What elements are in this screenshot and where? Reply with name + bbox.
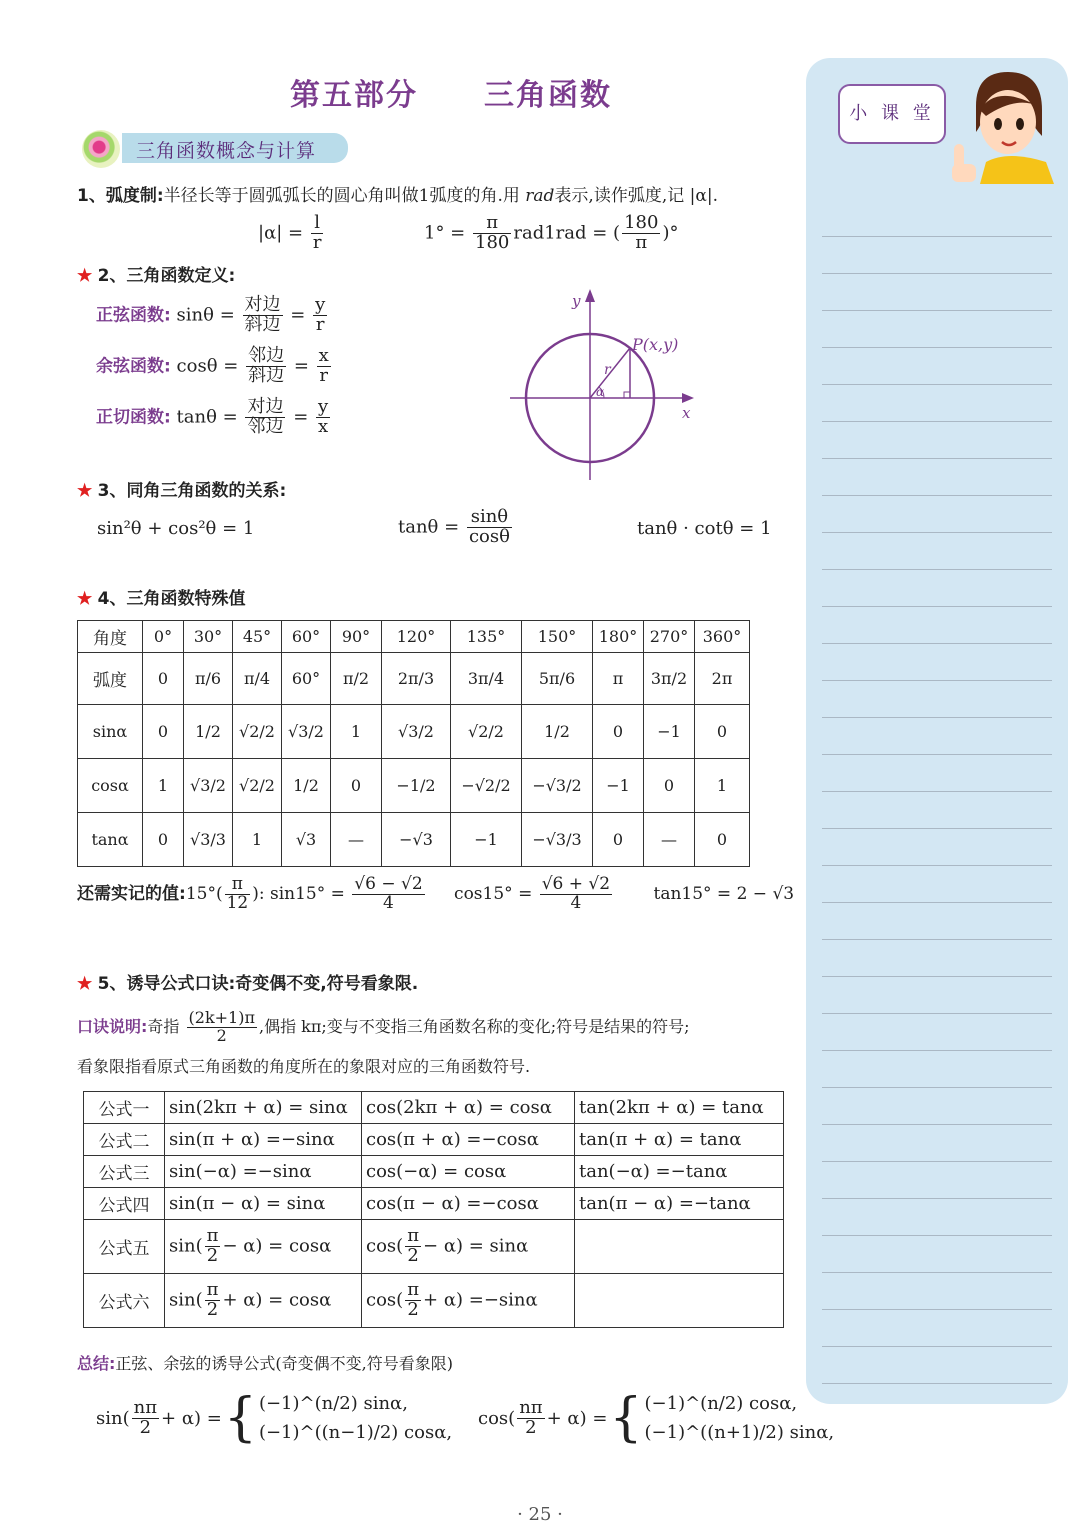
f6a-post: + α) = cosα: [222, 1289, 332, 1311]
row-radian: [78, 653, 750, 705]
def-cos: [96, 347, 333, 386]
item1-line: [77, 186, 797, 206]
row-sin: [78, 705, 750, 759]
f2-end: )°: [662, 222, 679, 244]
extra1-den2: 4: [383, 892, 394, 913]
formula-degree: [424, 214, 678, 253]
summary-sin-formula: [96, 1388, 453, 1448]
cell: sinα: [78, 705, 143, 759]
cell: 公式三: [84, 1156, 165, 1188]
cell: 0: [593, 705, 644, 759]
cell: 0: [644, 759, 695, 813]
row-cos: [78, 759, 750, 813]
label-x: x: [682, 404, 691, 422]
cell: −√3: [382, 813, 451, 867]
extra-head: 还需实记的值:: [77, 883, 186, 904]
cell: 270°: [644, 621, 695, 653]
cell: 1/2: [282, 759, 331, 813]
table-row: [84, 1124, 784, 1156]
f1-den: r: [312, 231, 322, 253]
cell: 公式六: [84, 1274, 165, 1328]
cell: 1/2: [184, 705, 233, 759]
def-cos-eq: =: [293, 355, 309, 377]
sum-sin-case1: (−1)^(n/2) sinα,: [258, 1393, 408, 1414]
cell: 135°: [451, 621, 522, 653]
identity-tancot: tanθ · cotθ = 1: [637, 518, 772, 539]
cell: √3/3: [184, 813, 233, 867]
f6a-num: π: [206, 1279, 219, 1301]
mnemonic-note: [77, 1010, 807, 1045]
cell: 150°: [522, 621, 593, 653]
cell: tan(π − α) =−tanα: [575, 1188, 784, 1220]
cell: 180°: [593, 621, 644, 653]
extra1: 15°(: [185, 883, 223, 904]
f6b-num: π: [407, 1279, 420, 1301]
cell: 弧度: [78, 653, 143, 705]
def-cos-label: 余弦函数:: [96, 356, 171, 377]
table-row: [84, 1220, 784, 1274]
cell: —: [331, 813, 382, 867]
summary-line: [77, 1354, 453, 1373]
cell: tanα: [78, 813, 143, 867]
cell: [575, 1274, 784, 1328]
x-arrow-icon: [682, 393, 694, 403]
table-row: [84, 1092, 784, 1124]
item2-heading: [77, 266, 235, 286]
cell: 45°: [233, 621, 282, 653]
teacher-avatar-icon: [946, 66, 1066, 184]
def-sin-num: 对边: [244, 294, 281, 315]
note-num: (2k+1)π: [188, 1008, 255, 1027]
cell: 60°: [282, 653, 331, 705]
f2-num2: 180: [624, 212, 659, 233]
label-y: y: [572, 292, 581, 310]
cell: 90°: [331, 621, 382, 653]
cell: √3/2: [184, 759, 233, 813]
summary-label: 总结:: [77, 1354, 116, 1373]
def-sin-eq: =: [290, 304, 306, 326]
sum-sin-lhs: sin(: [96, 1407, 130, 1429]
cell: 0: [143, 705, 184, 759]
cell: cos(π − α) =−cosα: [362, 1188, 575, 1220]
page-number: · 25 ·: [517, 1504, 563, 1525]
item2-head: 2、三角函数定义:: [97, 266, 236, 286]
f1-lhs: |α| =: [258, 222, 304, 244]
label-r: r: [604, 362, 611, 378]
extra1-end: ): sin15° =: [252, 883, 345, 904]
cell: 30°: [184, 621, 233, 653]
table-row: [84, 1156, 784, 1188]
f6b-pre: cos(: [366, 1289, 404, 1311]
f5b-num: π: [407, 1225, 420, 1247]
item1-text: 半径长等于圆弧弧长的圆心角叫做1弧度的角.用: [163, 186, 520, 206]
f6a-den: 2: [206, 1299, 219, 1320]
f5a-post: − α) = cosα: [222, 1235, 332, 1257]
sum-sin-num: nπ: [133, 1396, 158, 1418]
cell: √3/2: [382, 705, 451, 759]
item1-text2: 表示,读作弧度,记 |α|.: [554, 186, 718, 206]
star-icon: ★: [77, 481, 93, 501]
cell: 3π/2: [644, 653, 695, 705]
identity-pythagorean: sin²θ + cos²θ = 1: [97, 518, 255, 539]
cell: sin(−α) =−sinα: [165, 1156, 362, 1188]
title-part: 第五部分: [290, 78, 418, 113]
cell: [165, 1220, 362, 1274]
item1-head: 1、弧度制:: [77, 186, 164, 206]
cell: 120°: [382, 621, 451, 653]
induction-formula-table: [83, 1091, 784, 1328]
cell: 0: [143, 653, 184, 705]
cell: 60°: [282, 621, 331, 653]
formula-radian: [258, 214, 325, 253]
sum-sin-case2: (−1)^((n−1)/2) cosα,: [258, 1422, 453, 1443]
def-cos-fn: cosθ =: [176, 355, 239, 377]
note-den: 2: [216, 1025, 227, 1045]
cell: [165, 1274, 362, 1328]
cell: 公式四: [84, 1188, 165, 1220]
cell: 0: [695, 813, 750, 867]
sum-sin-den: 2: [139, 1416, 152, 1438]
unit-circle-diagram: [500, 284, 710, 484]
item5-head: 5、诱导公式口诀:奇变偶不变,符号看象限.: [97, 974, 419, 994]
cell: [362, 1274, 575, 1328]
f2-num: π: [473, 214, 511, 234]
label-p: P(x,y): [632, 335, 679, 354]
cell: 0°: [143, 621, 184, 653]
summary-text: 正弦、余弦的诱导公式(奇变偶不变,符号看象限): [115, 1354, 453, 1373]
cell: 0: [143, 813, 184, 867]
cell: tan(π + α) = tanα: [575, 1124, 784, 1156]
cell: 5π/6: [522, 653, 593, 705]
extra-values-line: [77, 876, 794, 913]
identity-tan-lhs: tanθ =: [398, 516, 460, 538]
def-tan-num2: y: [318, 396, 329, 417]
extra1-num: π: [225, 876, 251, 895]
cell: −√3/2: [522, 759, 593, 813]
def-sin-num2: y: [315, 294, 326, 315]
table-row: [84, 1188, 784, 1220]
cell: tan(2kπ + α) = tanα: [575, 1092, 784, 1124]
def-tan-num: 对边: [247, 396, 284, 417]
cell: 0: [331, 759, 382, 813]
identity-tan-den: cosθ: [468, 525, 510, 547]
def-cos-num: 邻边: [248, 345, 285, 366]
extra3: tan15° = 2 − √3: [653, 883, 795, 904]
label-alpha: α: [596, 385, 605, 399]
notes-sidebar: [806, 58, 1068, 1404]
cell: √2/2: [233, 705, 282, 759]
title-name: 三角函数: [484, 78, 612, 113]
item1-rad: rad: [525, 186, 555, 206]
cell: 1/2: [522, 705, 593, 759]
item5-heading: [77, 974, 418, 994]
identity-tan-num: sinθ: [467, 508, 512, 528]
sum-cos-mid: + α) =: [546, 1407, 608, 1429]
extra1-den: 12: [226, 892, 249, 913]
def-tan-den2: x: [318, 415, 329, 437]
def-sin-den: 斜边: [244, 313, 281, 335]
item4-head: 4、三角函数特殊值: [97, 589, 246, 609]
note-label: 口诀说明:: [77, 1016, 148, 1036]
f5a-pre: sin(: [169, 1235, 203, 1257]
cell: 角度: [78, 621, 143, 653]
section-badge: [82, 130, 348, 166]
star-icon: ★: [77, 974, 93, 994]
cell: —: [644, 813, 695, 867]
f5b-den: 2: [407, 1245, 419, 1266]
sum-cos-case2: (−1)^((n+1)/2) sinα,: [644, 1422, 835, 1443]
cell: −√3/3: [522, 813, 593, 867]
cell: sin(π − α) = sinα: [165, 1188, 362, 1220]
sum-cos-case1: (−1)^(n/2) cosα,: [644, 1393, 798, 1414]
def-cos-den2: r: [319, 364, 329, 386]
sum-cos-num: nπ: [519, 1396, 543, 1418]
f6b-den: 2: [407, 1299, 419, 1320]
sum-cos-lhs: cos(: [478, 1407, 516, 1429]
f5b-pre: cos(: [366, 1235, 404, 1257]
note3: 看象限指看原式三角函数的角度所在的象限对应的三角函数符号.: [77, 1057, 531, 1076]
cell: sin(π + α) =−sinα: [165, 1124, 362, 1156]
cell: [362, 1220, 575, 1274]
table-row: [84, 1274, 784, 1328]
cell: √3: [282, 813, 331, 867]
cell: −√2/2: [451, 759, 522, 813]
item3-heading: [77, 481, 286, 501]
def-cos-num2: x: [318, 345, 329, 366]
cell: sin(2kπ + α) = sinα: [165, 1092, 362, 1124]
f1-num: l: [311, 214, 324, 234]
item4-heading: [77, 589, 246, 609]
bullet-circle-icon: [82, 130, 120, 168]
note2: ,偶指 kπ;变与不变指三角函数名称的变化;符号是结果的符号;: [258, 1016, 690, 1036]
sum-sin-mid: + α) =: [161, 1407, 222, 1429]
f6a-pre: sin(: [169, 1289, 203, 1311]
cell: cos(π + α) =−cosα: [362, 1124, 575, 1156]
y-arrow-icon: [585, 289, 595, 302]
f2-mid: rad1rad = (: [513, 222, 621, 244]
cell: tan(−α) =−tanα: [575, 1156, 784, 1188]
cell: √2/2: [233, 759, 282, 813]
page-title: [290, 70, 612, 114]
identity-tan: [398, 508, 514, 547]
cell: π/2: [331, 653, 382, 705]
cell: −1: [644, 705, 695, 759]
extra2-num: √6 + √2: [541, 874, 611, 894]
right-angle-mark: [624, 392, 630, 398]
f5a-den: 2: [206, 1245, 219, 1266]
cell: 1: [233, 813, 282, 867]
f2-lhs: 1° =: [424, 222, 466, 244]
cell: 公式二: [84, 1124, 165, 1156]
cell: 公式五: [84, 1220, 165, 1274]
star-icon: ★: [77, 266, 93, 286]
row-angle: [78, 621, 750, 653]
extra1-num2: √6 − √2: [354, 874, 423, 894]
cell: π/4: [233, 653, 282, 705]
def-sin: [96, 296, 329, 335]
star-icon: ★: [77, 589, 93, 609]
cell: π/6: [184, 653, 233, 705]
f5a-num: π: [206, 1225, 219, 1247]
cell: 1: [143, 759, 184, 813]
f2-den2: π: [635, 231, 648, 253]
section-label: 三角函数概念与计算: [136, 140, 317, 162]
f6b-post: + α) =−sinα: [423, 1289, 538, 1311]
summary-cos-formula: [478, 1388, 835, 1448]
extra2-den: 4: [570, 892, 582, 913]
def-sin-label: 正弦函数:: [96, 305, 171, 326]
note1: 奇指: [147, 1016, 180, 1036]
cell: cos(2kπ + α) = cosα: [362, 1092, 575, 1124]
f5b-post: − α) = sinα: [423, 1235, 529, 1257]
sum-cos-den: 2: [525, 1416, 537, 1438]
sum-sin-cases: [259, 1393, 452, 1443]
f2-den: 180: [475, 231, 510, 253]
cell: cos(−α) = cosα: [362, 1156, 575, 1188]
cell: 360°: [695, 621, 750, 653]
cell: √3/2: [282, 705, 331, 759]
cell: 1: [331, 705, 382, 759]
def-sin-den2: r: [315, 313, 325, 335]
cell: 2π: [695, 653, 750, 705]
cell: −1/2: [382, 759, 451, 813]
def-cos-den: 斜边: [248, 364, 285, 386]
cell: 1: [695, 759, 750, 813]
cell: [575, 1220, 784, 1274]
cell: 0: [593, 813, 644, 867]
extra2: cos15° =: [454, 883, 533, 904]
def-tan-fn: tanθ =: [176, 406, 238, 428]
cell: −1: [593, 759, 644, 813]
def-tan-eq: =: [293, 406, 309, 428]
def-tan-label: 正切函数:: [96, 407, 171, 428]
brace-icon: {: [609, 1388, 643, 1448]
sidebar-tag: 小 课 堂: [838, 84, 946, 144]
cell: 公式一: [84, 1092, 165, 1124]
cell: π: [593, 653, 644, 705]
cell: 2π/3: [382, 653, 451, 705]
brace-icon: {: [223, 1388, 257, 1448]
sum-cos-cases: [645, 1393, 835, 1443]
def-sin-fn: sinθ =: [176, 304, 235, 326]
cell: −1: [451, 813, 522, 867]
cell: cosα: [78, 759, 143, 813]
item3-head: 3、同角三角函数的关系:: [97, 481, 287, 501]
cell: 3π/4: [451, 653, 522, 705]
row-tan: [78, 813, 750, 867]
def-tan: [96, 398, 332, 437]
cell: 0: [695, 705, 750, 759]
cell: √2/2: [451, 705, 522, 759]
def-tan-den: 邻边: [247, 415, 284, 437]
special-values-table: [77, 620, 750, 867]
